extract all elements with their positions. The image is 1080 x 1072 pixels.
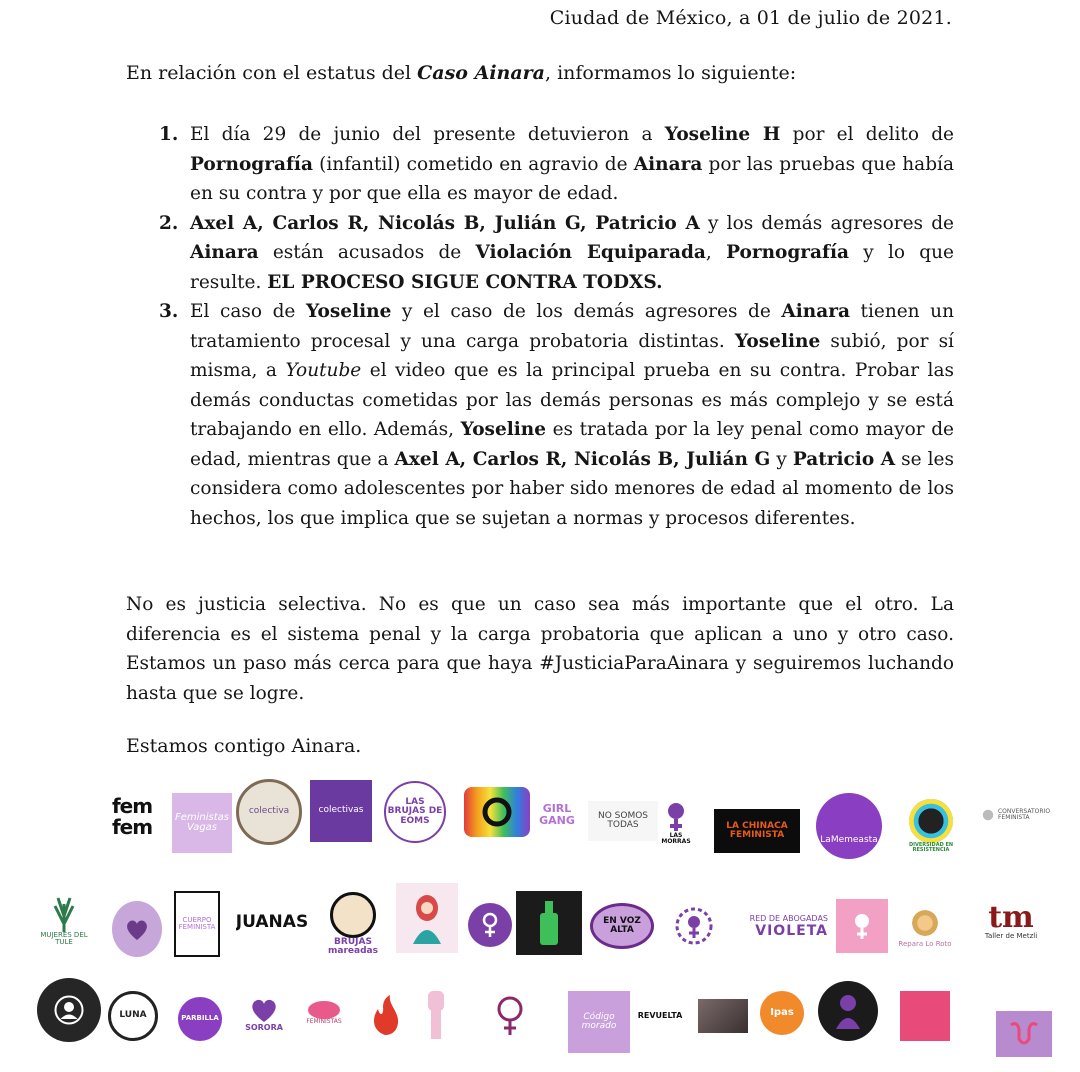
fist-icon (423, 987, 449, 1041)
pink-square-logo (900, 991, 950, 1041)
feministas-lips-logo: FEMINISTAS (302, 991, 346, 1035)
aquelarre-logo (818, 981, 878, 1041)
girl-gang-logo: GIRL GANG (539, 802, 575, 827)
la-memeasta-logo: LaMemeasta (816, 793, 882, 859)
feministas-vagas-logo: Feministas Vagas (172, 793, 232, 853)
bubble-icon (982, 807, 994, 823)
las-morras-logo: LAS MORRAS (656, 797, 696, 849)
signoff: Estamos contigo Ainara. (126, 735, 362, 757)
codigo-morado-logo: Código morado (568, 991, 630, 1053)
pink-venus-logo (836, 899, 888, 953)
venus-icon (664, 801, 688, 833)
uterus-icon (1007, 1019, 1041, 1049)
rainbow-logo (464, 787, 530, 837)
repara-logo: Repara Lo Roto (898, 899, 952, 955)
list-item: 3. El caso de Yoseline y el caso de los demás agresores de Ainara tienen un tratamiento procesal y una carga probatoria distintas. Yoseline subió, por sí misma, a Youtube el video que es la principal prueba en su contra. Probar las demás conductas cometidas por las demás personas es más complejo y se está trabajando en ello. Además, Yoseline es tratada por la ley penal como mayor de edad, mientras que a Axel A, Carlos R, Nicolás B, Julián G y Patricio A se les considera como adolescentes por haber sido menores de edad al momento de los hechos, los que implica que se sujetan a normas y procesos diferentes. (159, 301, 954, 529)
purple-venus-logo (468, 903, 512, 947)
crystal-ball-icon (330, 892, 376, 938)
venus-icon (480, 912, 500, 938)
virgin-illustration-logo (396, 883, 458, 953)
bottle-icon (536, 899, 562, 947)
ipas-logo: Ipas (760, 991, 804, 1035)
collective-logos (0, 775, 1080, 1072)
heart-collective-logo (112, 901, 162, 957)
no-somos-todas-logo: NO SOMOS TODAS (588, 801, 658, 841)
letter-date: Ciudad de México, a 01 de julio de 2021. (549, 7, 952, 29)
parbilla-logo: PARBILLA (178, 997, 222, 1041)
figure-icon (407, 890, 447, 946)
flame-icon (368, 993, 402, 1037)
heart-icon (249, 996, 279, 1024)
venus-icon (493, 993, 527, 1037)
cosmica-luna-logo: LUNA (108, 991, 158, 1041)
abajo-patriarcado-logo (516, 891, 582, 955)
femfem-logo: fem fem (111, 794, 153, 839)
list-item: 2. Axel A, Carlos R, Nicolás B, Julián G, Patricio A y los demás agresores de Ainara están acusados de Violación Equiparada, Pornografía y lo que resulte. EL PROCESO SIGUE CONTRA TODXS. (159, 212, 955, 293)
lips-icon (308, 1001, 340, 1019)
figure-icon (833, 993, 863, 1029)
plant-icon (51, 894, 77, 932)
red-abogadas-violeta-logo: RED DE ABOGADAS VIOLETA (749, 914, 828, 939)
en-voz-alta-logo (590, 895, 654, 957)
la-chinaca-logo: LA CHINACA FEMINISTA (714, 809, 800, 853)
brujas-mareadas-logo: BRUJAS mareadas (324, 883, 382, 965)
fist-logo (420, 985, 452, 1043)
intro-paragraph: En relación con el estatus del Caso Ainara, informamos lo siguiente: (126, 62, 797, 84)
account-button[interactable] (37, 978, 101, 1042)
conversatorio-logo: CONVERSATORIO FEMINISTA (982, 803, 1062, 827)
venus-icon (850, 911, 874, 941)
user-icon (54, 995, 84, 1025)
status-points-list (126, 120, 954, 533)
lips-icon: EN VOZ ALTA (590, 903, 654, 949)
juanas-logo: JUANAS (236, 912, 308, 933)
diversidad-resistencia-logo: DIVERSIDAD EN RESISTENCIA (898, 795, 964, 857)
cristina-venus-logo (472, 989, 548, 1041)
flower-icon (907, 905, 943, 941)
revuelta-logo: REVUELTA (637, 1010, 683, 1020)
laurel-icon (674, 906, 714, 946)
purple-box-logo: colectivas (310, 780, 372, 842)
closing-paragraph: No es justicia selectiva. No es que un caso sea más importante que el otro. La diferencia es el sistema penal y la carga probatoria que aplican a uno y otro caso. Estamos un paso más cerca para que haya #JusticiaParaAinara y seguiremos luchando hasta que se logre. (126, 594, 954, 704)
colectiva-moradas-logo: colectiva (236, 779, 302, 845)
symbol-icon (480, 795, 514, 829)
list-item: 1. El día 29 de junio del presente detuvieron a Yoseline H por el delito de Pornografía (infantil) cometido en agravio de Ainara por las pruebas que había en su contra y por que ella es mayor de edad. (159, 124, 954, 204)
laurel-venus-logo (666, 899, 722, 953)
rainbow-circle-icon (909, 799, 953, 843)
taller-metzli-logo: tm Taller de Metzli (984, 899, 1038, 941)
heart-icon (123, 915, 151, 943)
cuerpo-feminista-logo: CUERPO FEMINISTA (174, 891, 220, 957)
sorora-logo: SORORA (242, 989, 286, 1039)
uterus-logo (996, 1011, 1052, 1057)
photo-collage-logo (698, 999, 748, 1033)
las-brujas-logo: LAS BRUJAS DE EOMS (384, 781, 446, 843)
on-fire-logo (362, 989, 408, 1041)
mujeres-del-tule-logo: MUJERES DEL TULE (38, 887, 90, 953)
